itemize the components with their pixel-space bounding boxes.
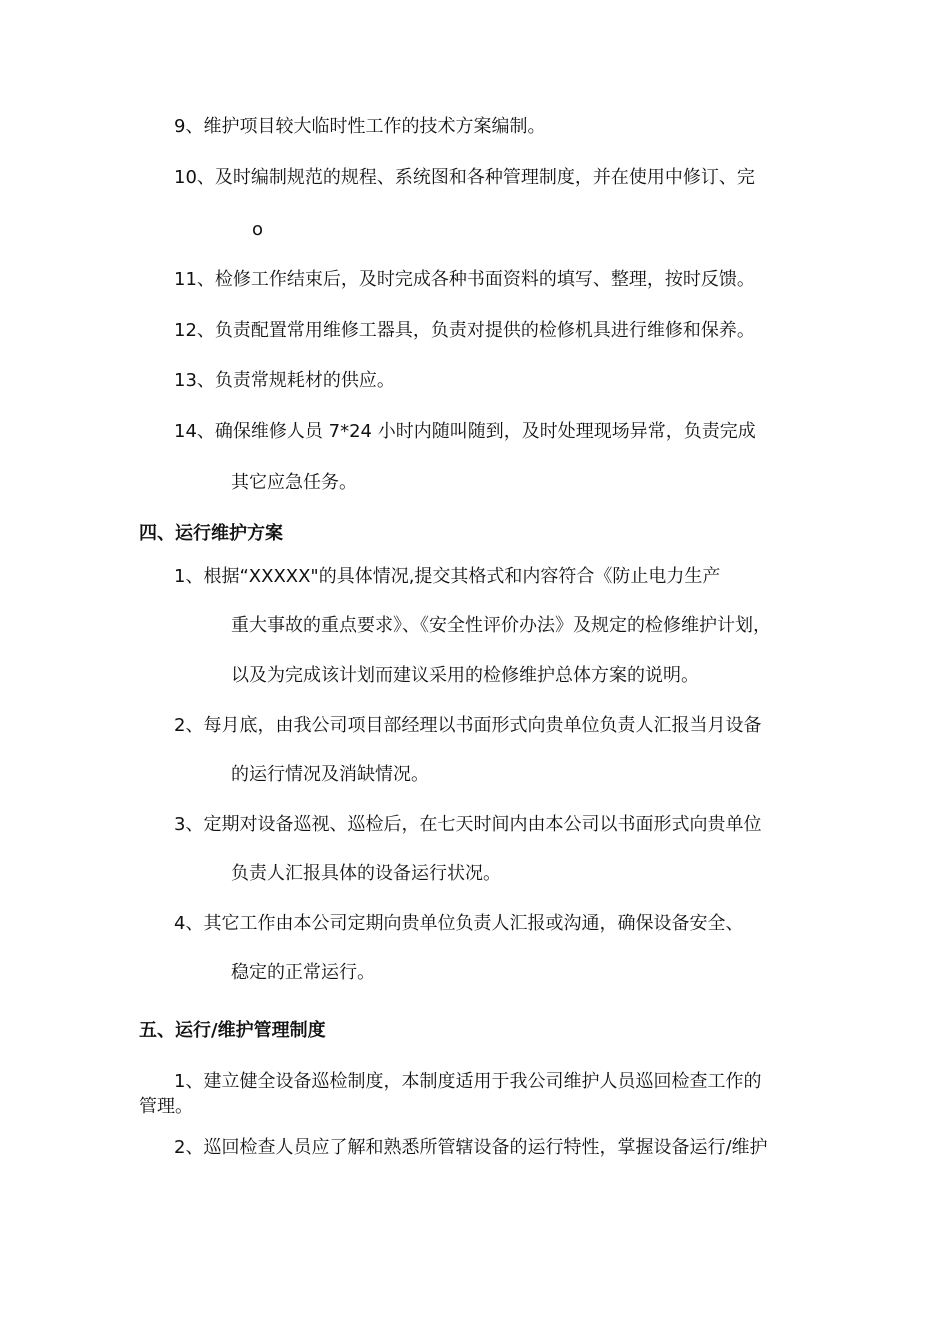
s4-item-2-line-2: 的运行情况及消缺情况。 — [231, 764, 429, 785]
s5-item-1-line-1: 1、建立健全设备巡检制度，本制度适用于我公司维护人员巡回检查工作的 — [174, 1071, 762, 1092]
item-14-line-1: 14、确保维修人员 7*24 小时内随叫随到，及时处理现场异常，负责完成 — [174, 421, 756, 442]
s5-item-2-line-1: 2、巡回检查人员应了解和熟悉所管辖设备的运行特性，掌握设备运行/维护 — [174, 1137, 768, 1158]
s5-item-1-line-2: 管理。 — [139, 1096, 193, 1117]
s4-item-4-line-1: 4、其它工作由本公司定期向贵单位负责人汇报或沟通，确保设备安全、 — [174, 913, 744, 934]
section-5-heading: 五、运行/维护管理制度 — [139, 1020, 326, 1041]
item-13: 13、负责常规耗材的供应。 — [174, 370, 395, 391]
section-4-heading: 四、运行维护方案 — [139, 523, 283, 544]
item-12: 12、负责配置常用维修工器具，负责对提供的检修机具进行维修和保养。 — [174, 320, 755, 341]
s4-item-1-line-1: 1、根据“XXXXX"的具体情况,提交其格式和内容符合《防止电力生产 — [174, 566, 721, 587]
s4-item-1-line-3: 以及为完成该计划而建议采用的检修维护总体方案的说明。 — [231, 665, 699, 686]
s4-item-1-line-2: 重大事故的重点要求》、《安全性评价办法》及规定的检修维护计划， — [231, 615, 771, 636]
item-9: 9、维护项目较大临时性工作的技术方案编制。 — [174, 116, 546, 137]
s4-item-2-line-1: 2、每月底，由我公司项目部经理以书面形式向贵单位负责人汇报当月设备 — [174, 715, 762, 736]
item-14-line-2: 其它应急任务。 — [231, 472, 357, 493]
s4-item-3-line-1: 3、定期对设备巡视、巡检后，在七天时间内由本公司以书面形式向贵单位 — [174, 814, 762, 835]
item-11: 11、检修工作结束后，及时完成各种书面资料的填写、整理，按时反馈。 — [174, 269, 755, 290]
s4-item-4-line-2: 稳定的正常运行。 — [231, 962, 375, 983]
item-10-line-2: o — [252, 219, 264, 240]
s4-item-3-line-2: 负责人汇报具体的设备运行状况。 — [231, 863, 501, 884]
item-10-line-1: 10、及时编制规范的规程、系统图和各种管理制度，并在使用中修订、完 — [174, 167, 755, 188]
